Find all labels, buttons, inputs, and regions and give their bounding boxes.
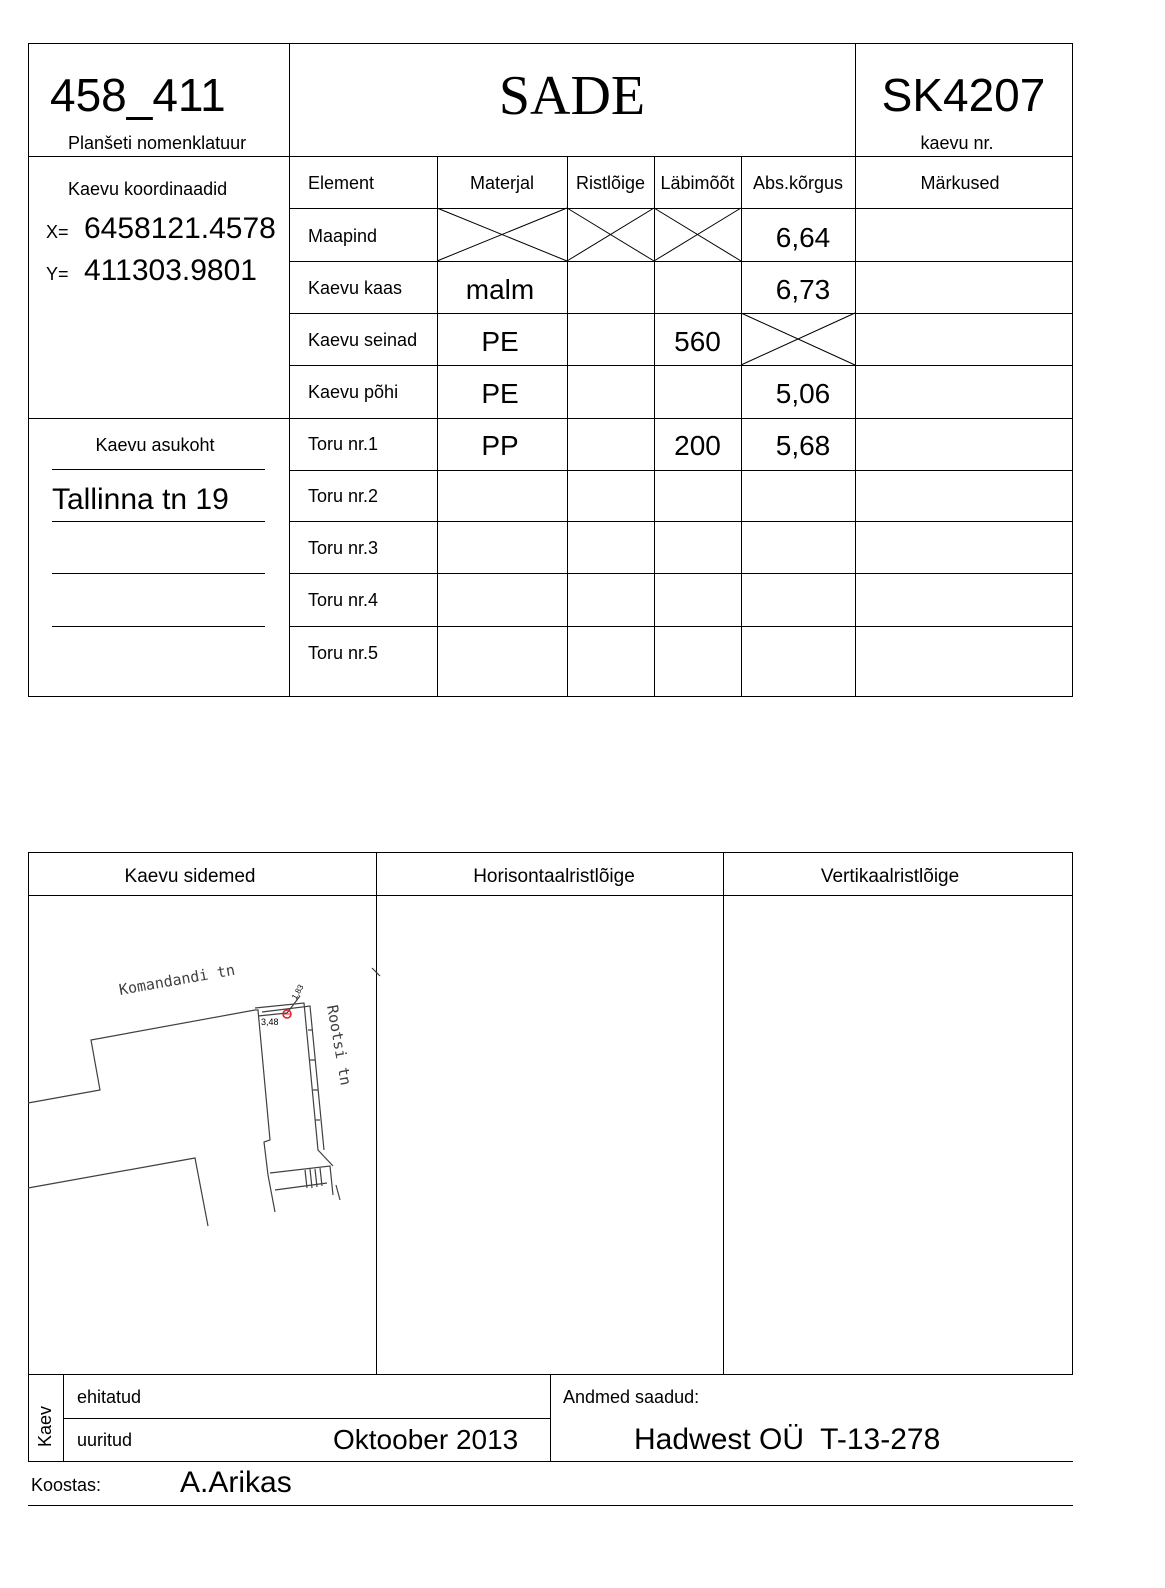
compiled-by-name: A.Arikas (180, 1466, 292, 1499)
header-remarks: Märkused (920, 173, 1000, 193)
row-element: Toru nr.3 (308, 538, 379, 558)
built-label: ehitatud (77, 1387, 142, 1407)
well-number: SK4207 (881, 69, 1046, 121)
row-element: Toru nr.5 (308, 643, 379, 663)
coordinates-label: Kaevu koordinaadid (68, 179, 228, 199)
col-title-links: Kaevu sidemed (124, 866, 256, 887)
row-material: PP (481, 430, 519, 461)
row-element: Kaevu kaas (308, 278, 403, 298)
row-material: malm (465, 274, 535, 305)
street-label-komandandi: Komandandi tn (117, 960, 237, 999)
surveyed-label: uuritud (77, 1430, 133, 1450)
plansheet-label: Planšeti nomenklatuur (68, 133, 247, 153)
row-material: PE (481, 326, 519, 357)
surveyed-date: Oktoober 2013 (333, 1424, 519, 1455)
row-abs-elevation: 6,64 (775, 222, 831, 253)
location-address: Tallinna tn 19 (52, 483, 229, 516)
row-diameter: 560 (674, 326, 721, 357)
location-label: Kaevu asukoht (95, 435, 215, 455)
row-element: Maapind (308, 226, 378, 246)
row-element: Kaevu seinad (308, 330, 418, 350)
x-label: X= (46, 222, 69, 242)
plansheet-number: 458_411 (50, 69, 226, 121)
row-element: Kaevu põhi (308, 382, 399, 402)
row-material: PE (481, 378, 519, 409)
data-source-label: Andmed saadud: (563, 1387, 700, 1407)
dimension-label: 1,83 (289, 983, 306, 1001)
y-coordinate: 411303.9801 (84, 254, 257, 287)
y-label: Y= (46, 264, 69, 284)
row-diameter: 200 (674, 430, 721, 461)
dimension-label: 3,48 (261, 1017, 279, 1027)
row-element: Toru nr.1 (308, 434, 379, 454)
data-source-value: Hadwest OÜ T-13-278 (634, 1423, 941, 1456)
header-abs-elevation: Abs.kõrgus (752, 173, 844, 193)
well-number-label: kaevu nr. (920, 133, 994, 153)
row-element: Toru nr.2 (308, 486, 379, 506)
compiled-by-label: Koostas: (31, 1475, 102, 1495)
row-abs-elevation: 5,06 (775, 378, 831, 409)
row-abs-elevation: 6,73 (775, 274, 831, 305)
side-label: Kaev (35, 1405, 55, 1447)
header-cross-section: Ristlõige (575, 173, 646, 193)
street-label-rootsi: Rootsi tn (323, 1003, 355, 1087)
col-title-vertical-section: Vertikaalristlõige (820, 866, 960, 887)
row-abs-elevation: 5,68 (775, 430, 831, 461)
page-title: SADE (498, 65, 646, 127)
header-element: Element (308, 173, 375, 193)
col-title-horizontal-section: Horisontaalristlõige (473, 866, 635, 887)
header-material: Materjal (469, 173, 535, 193)
header-diameter: Läbimõõt (660, 173, 735, 193)
row-element: Toru nr.4 (308, 590, 379, 610)
x-coordinate: 6458121.4578 (84, 212, 276, 245)
